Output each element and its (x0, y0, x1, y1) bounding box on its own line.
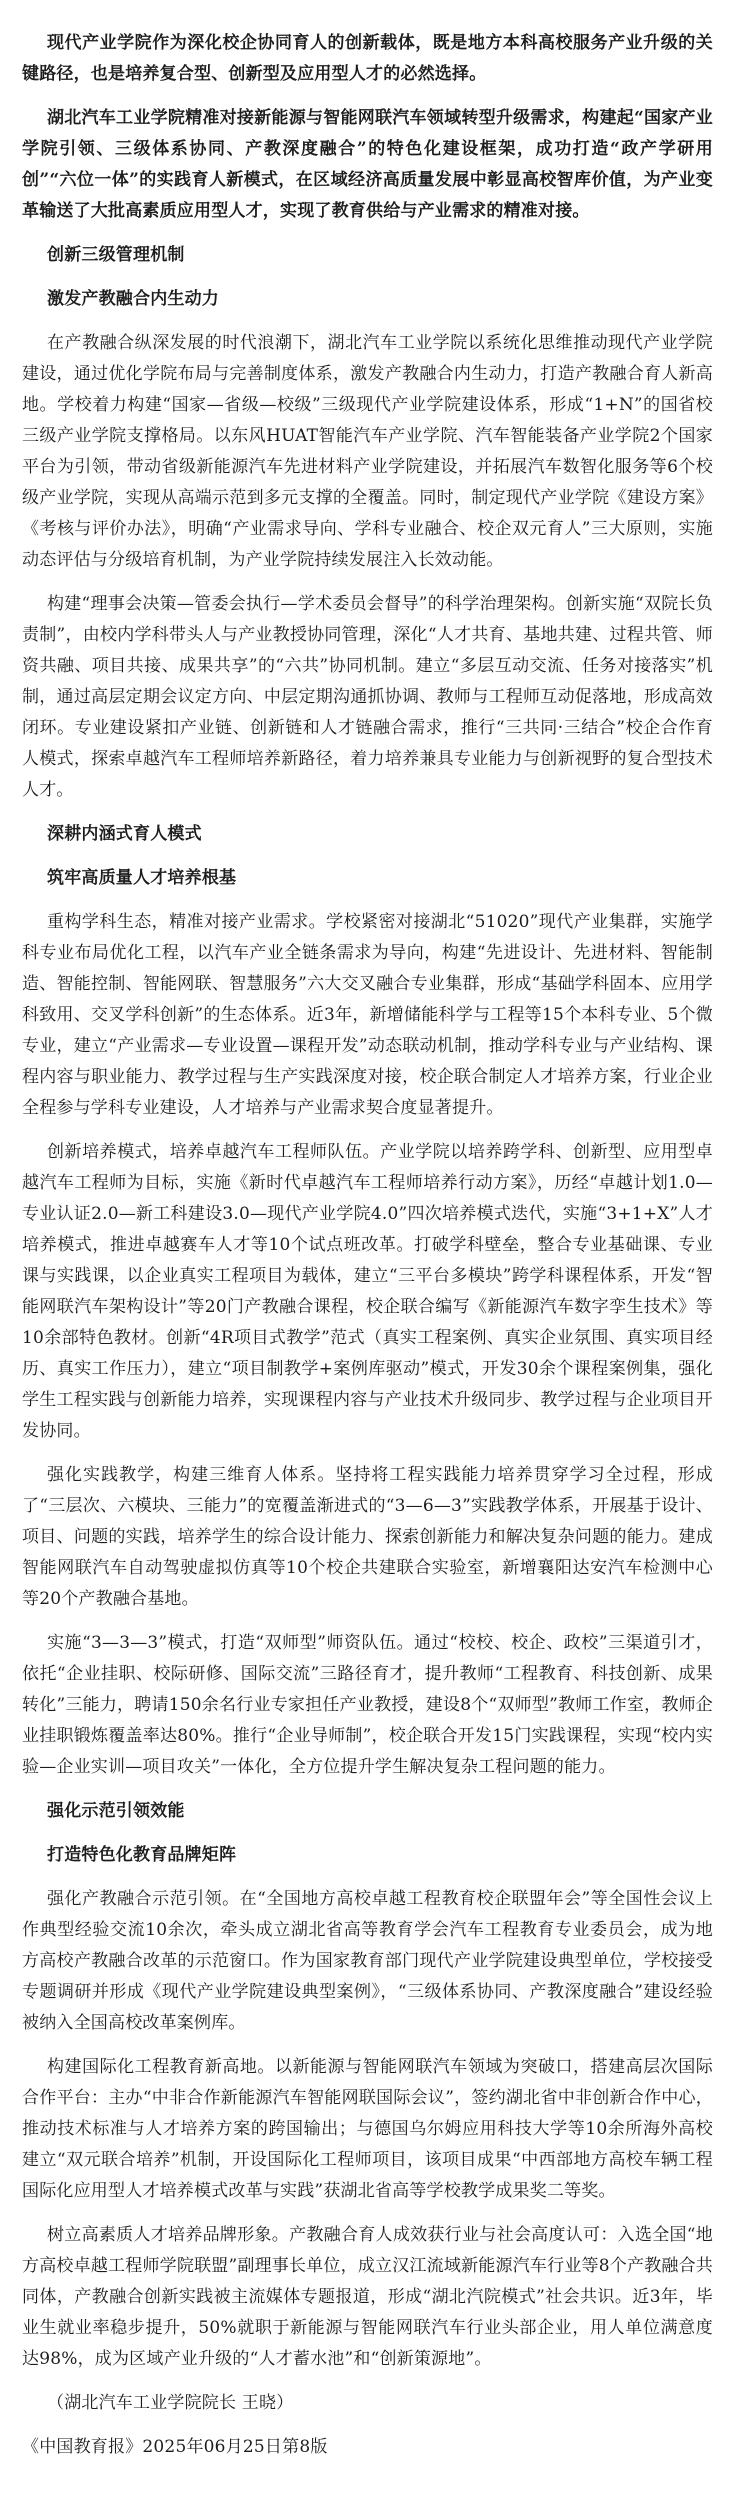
body-paragraph: 强化产教融合示范引领。在“全国地方高校卓越工程教育校企联盟年会”等全国性会议上作典型经验交流10余次，牵头成立湖北省高等教育学会汽车工程教育专业委员会，成为地方高校产教融合改革的示范窗口。作为国家教育部门现代产业学院建设典型单位，学校接受专题调研并形成《现代产业学院建设典型案例》，“三级体系协同、产教深度融合”建设经验被纳入全国高校改革案例库。 (22, 1889, 713, 2033)
body-paragraph: 实施“3—3—3”模式，打造“双师型”师资队伍。通过“校校、校企、政校”三渠道引才，依托“企业挂职、校际研修、国际交流”三路径育才，提升教师“工程教育、科技创新、成果转化”三能力，聘请150余名行业专家担任产业教授，建设8个“双师型”教师工作室，教师企业挂职锻炼覆盖率达80%。推行“企业导师制”，校企联合开发15门实践课程，实现“校内实验—企业实训—项目攻关”一体化，全方位提升学生解决复杂工程问题的能力。 (22, 1633, 713, 1777)
section-heading: 深耕内涵式育人模式 (47, 824, 202, 844)
body-paragraph: 构建“理事会决策—管委会执行—学术委员会督导”的科学治理架构。创新实施“双院长负责制”，由校内学科带头人与产业教授协同管理，深化“人才共育、基地共建、过程共管、师资共融、项目共接、成果共享”的“六共”协同机制。建立“多层互动交流、任务对接落实”机制，通过高层定期会议定方向、中层定期沟通抓协调、教师与工程师互动促落地，形成高效闭环。专业建设紧扣产业链、创新链和人才链融合需求，推行“三共同·三结合”校企合作育人模式，探索卓越汽车工程师培养新路径，着力培养兼具专业能力与创新视野的复合型技术人才。 (22, 594, 713, 800)
author-line: （湖北汽车工业学院院长 王晓） (47, 2393, 294, 2413)
body-paragraph: 树立高素质人才培养品牌形象。产教融合育人成效获行业与社会高度认可：入选全国“地方高校卓越工程师学院联盟”副理事长单位，成立汉江流域新能源汽车行业等8个产教融合共同体，产教融合创新实践被主流媒体专题报道，形成“湖北汽院模式”社会共识。近3年，毕业生就业率稳步提升，50%就职于新能源与智能网联汽车行业头部企业，用人单位满意度达98%，成为区域产业升级的“人才蓄水池”和“创新策源地”。 (22, 2225, 713, 2369)
section-subheading: 打造特色化教育品牌矩阵 (47, 1845, 237, 1865)
intro-paragraph: 湖北汽车工业学院精准对接新能源与智能网联汽车领域转型升级需求，构建起“国家产业学院引领、三级体系协同、产教深度融合”的特色化建设框架，成功打造“政产学研用创”“六位一体”的实践育人新模式，在区域经济高质量发展中彰显高校智库价值，为产业变革输送了大批高素质应用型人才，实现了教育供给与产业需求的精准对接。 (22, 108, 713, 221)
intro-paragraph: 现代产业学院作为深化校企协同育人的创新载体，既是地方本科高校服务产业升级的关键路径，也是培养复合型、创新型及应用型人才的必然选择。 (22, 33, 713, 84)
body-paragraph: 在产教融合纵深发展的时代浪潮下，湖北汽车工业学院以系统化思维推动现代产业学院建设，通过优化学院布局与完善制度体系，激发产教融合内生动力，打造产教融合育人新高地。学校着力构建“国家—省级—校级”三级现代产业学院建设体系，形成“1+N”的国省校三级产业学院支撑格局。以东风HUAT智能汽车产业学院、汽车智能装备产业学院2个国家平台为引领，带动省级新能源汽车先进材料产业学院建设，并拓展汽车数智化服务等6个校级产业学院，实现从高端示范到多元支撑的全覆盖。同时，制定现代产业学院《建设方案》《考核与评价办法》，明确“产业需求导向、学科专业融合、校企双元育人”三大原则，实施动态评估与分级培育机制，为产业学院持续发展注入长效动能。 (22, 333, 713, 570)
section-subheading: 筑牢高质量人才培养根基 (47, 868, 237, 888)
source-line: 《中国教育报》2025年06月25日第8版 (22, 2437, 328, 2457)
section-heading: 强化示范引领效能 (47, 1801, 185, 1821)
section-heading: 创新三级管理机制 (47, 245, 185, 265)
body-paragraph: 重构学科生态，精准对接产业需求。学校紧密对接湖北“51020”现代产业集群，实施学科专业布局优化工程，以汽车产业全链条需求为导向，构建“先进设计、先进材料、智能制造、智能控制、智能网联、智慧服务”六大交叉融合专业集群，形成“基础学科固本、应用学科致用、交叉学科创新”的生态体系。近3年，新增储能科学与工程等15个本科专业、5个微专业，建立“产业需求—专业设置—课程开发”动态联动机制，推动学科专业与产业结构、课程内容与职业能力、教学过程与生产实践深度对接，校企联合制定人才培养方案，行业企业全程参与学科专业建设，人才培养与产业需求契合度显著提升。 (22, 912, 713, 1118)
body-paragraph: 强化实践教学，构建三维育人体系。坚持将工程实践能力培养贯穿学习全过程，形成了“三层次、六模块、三能力”的宽覆盖渐进式的“3—6—3”实践教学体系，开展基于设计、项目、问题的实践，培养学生的综合设计能力、探索创新能力和解决复杂问题的能力。建成智能网联汽车自动驾驶虚拟仿真等10个校企共建联合实验室，新增襄阳达安汽车检测中心等20个产教融合基地。 (22, 1465, 713, 1609)
section-subheading: 激发产教融合内生动力 (47, 289, 219, 309)
body-paragraph: 创新培养模式，培养卓越汽车工程师队伍。产业学院以培养跨学科、创新型、应用型卓越汽车工程师为目标，实施《新时代卓越汽车工程师培养行动方案》，历经“卓越计划1.0—专业认证2.0—新工科建设3.0—现代产业学院4.0”四次培养模式迭代，实施“3+1+X”人才培养模式，推进卓越赛车人才等10个试点班改革。打破学科壁垒，整合专业基础课、专业课与实践课，以企业真实工程项目为载体，建立“三平台多模块”跨学科课程体系，开发“智能网联汽车架构设计”等20门产教融合课程，校企联合编写《新能源汽车数字孪生技术》等10余部特色教材。创新“4R项目式教学”范式（真实工程案例、真实企业氛围、真实项目经历、真实工作压力），建立“项目制教学+案例库驱动”模式，开发30余个课程案例集，强化学生工程实践与创新能力培养，实现课程内容与产业技术升级同步、教学过程与企业项目开发协同。 (22, 1142, 713, 1441)
body-paragraph: 构建国际化工程教育新高地。以新能源与智能网联汽车领域为突破口，搭建高层次国际合作平台：主办“中非合作新能源汽车智能网联国际会议”，签约湖北省中非创新合作中心，推动技术标准与人才培养方案的跨国输出；与德国乌尔姆应用科技大学等10余所海外高校建立“双元联合培养”机制，开设国际化工程师项目，该项目成果“中西部地方高校车辆工程国际化应用型人才培养模式改革与实践”获湖北省高等学校教学成果奖二等奖。 (22, 2057, 713, 2201)
